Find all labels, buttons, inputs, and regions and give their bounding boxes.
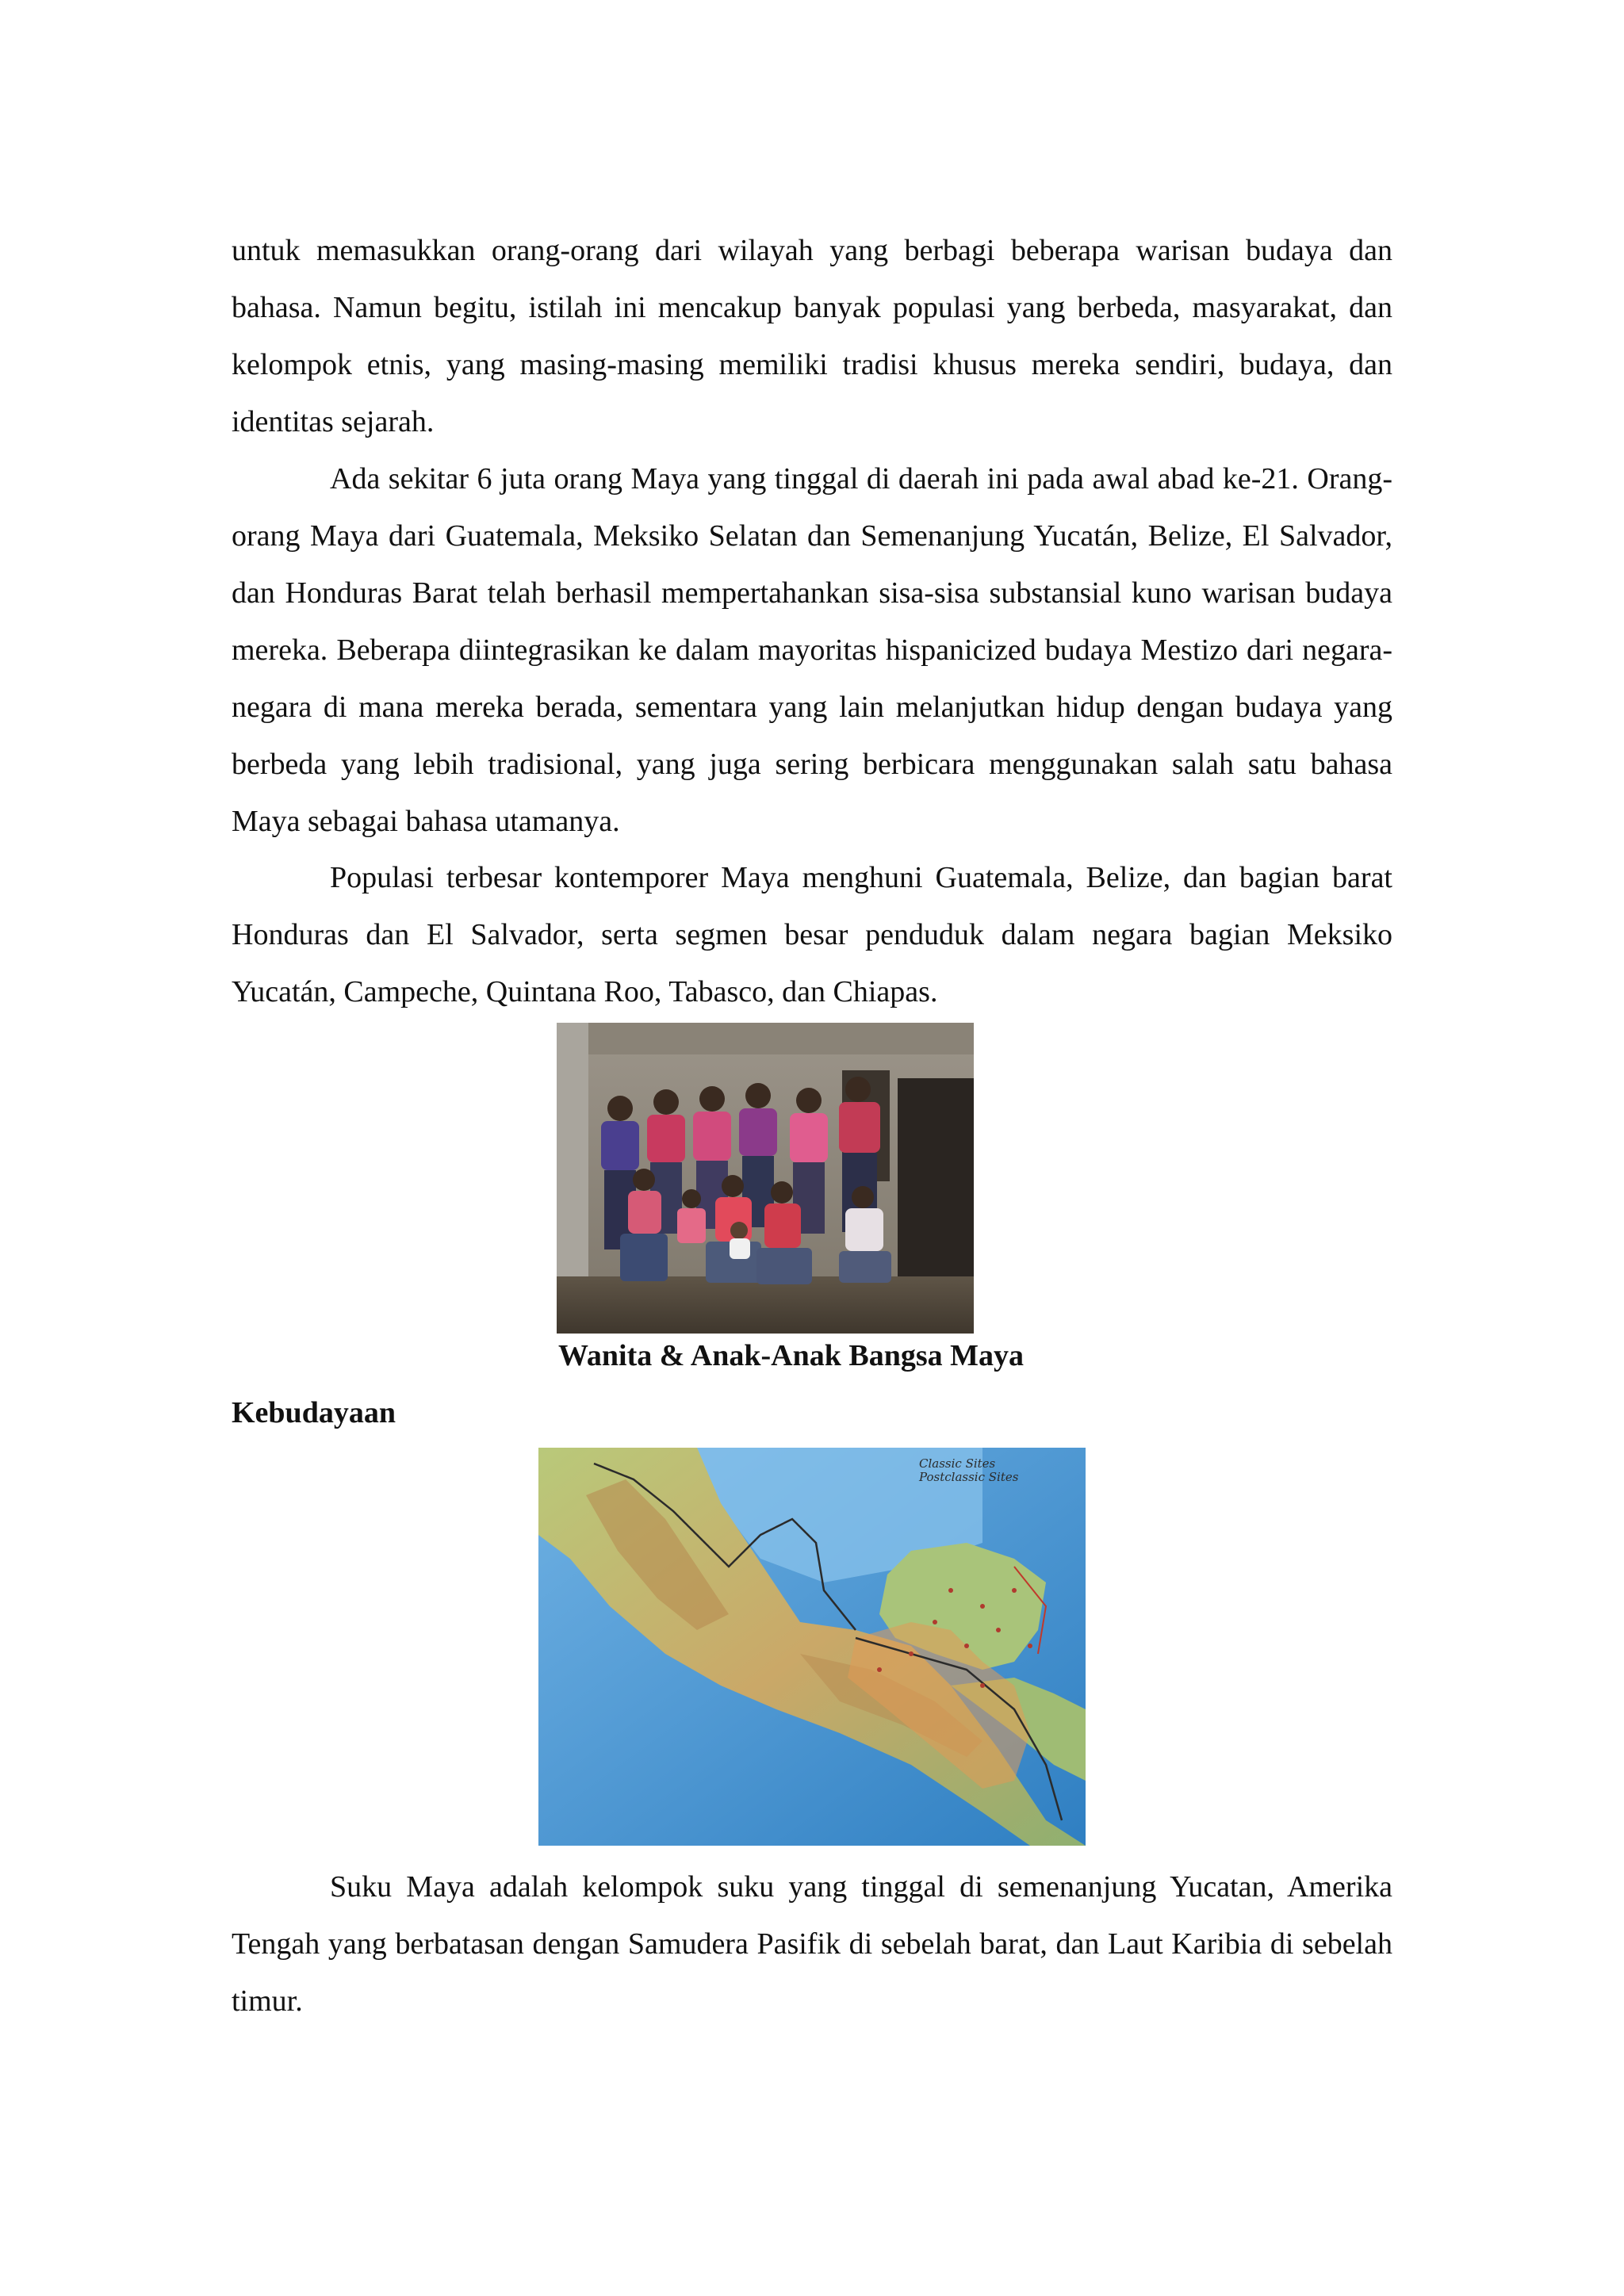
paragraph-intro: untuk memasukkan orang-orang dari wilayah yang berbagi beberapa warisan budaya dan bahasa. Namun begitu, istilah ini mencakup banyak populasi yang berbeda, masyarakat, dan kelompok etnis, yang masing-masing memiliki tradisi khusus mereka sendiri, budaya, dan identitas sejarah. [232, 234, 1392, 438]
maya-region-map [538, 1448, 1086, 1846]
map-legend-postclassic: Postclassic Sites [919, 1470, 1019, 1484]
photo-caption: Wanita & Anak-Anak Bangsa Maya [558, 1339, 1025, 1372]
map-legend-classic: Classic Sites [919, 1456, 996, 1471]
paragraph-contemporary: Populasi terbesar kontemporer Maya menghuni Guatemala, Belize, dan bagian barat Honduras dan El Salvador, serta segmen besar penduduk dalam negara bagian Meksiko Yucatán, Campeche, Quintana Roo, Tabasco, dan Chiapas. [232, 861, 1392, 1008]
section-heading: Kebudayaan [232, 1396, 396, 1429]
map-legend [919, 1457, 1018, 1484]
maya-women-children-photo [557, 1023, 974, 1334]
paragraph-population: Ada sekitar 6 juta orang Maya yang tinggal di daerah ini pada awal abad ke-21. Orang-orang Maya dari Guatemala, Meksiko Selatan dan Semenanjung Yucatán, Belize, El Salvador, dan Honduras Barat telah berhasil mempertahankan sisa-sisa substansial kuno warisan budaya mereka. Beberapa diintegrasikan ke dalam mayoritas hispanicized budaya Mestizo dari negara-negara di mana mereka berada, sementara yang lain melanjutkan hidup dengan budaya yang berbeda yang lebih tradisional, yang juga sering berbicara menggunakan salah satu bahasa Maya sebagai bahasa utamanya. [232, 462, 1392, 838]
paragraph-geography: Suku Maya adalah kelompok suku yang tinggal di semenanjung Yucatan, Amerika Tengah yang berbatasan dengan Samudera Pasifik di sebelah barat, dan Laut Karibia di sebelah timur. [232, 1870, 1392, 2018]
